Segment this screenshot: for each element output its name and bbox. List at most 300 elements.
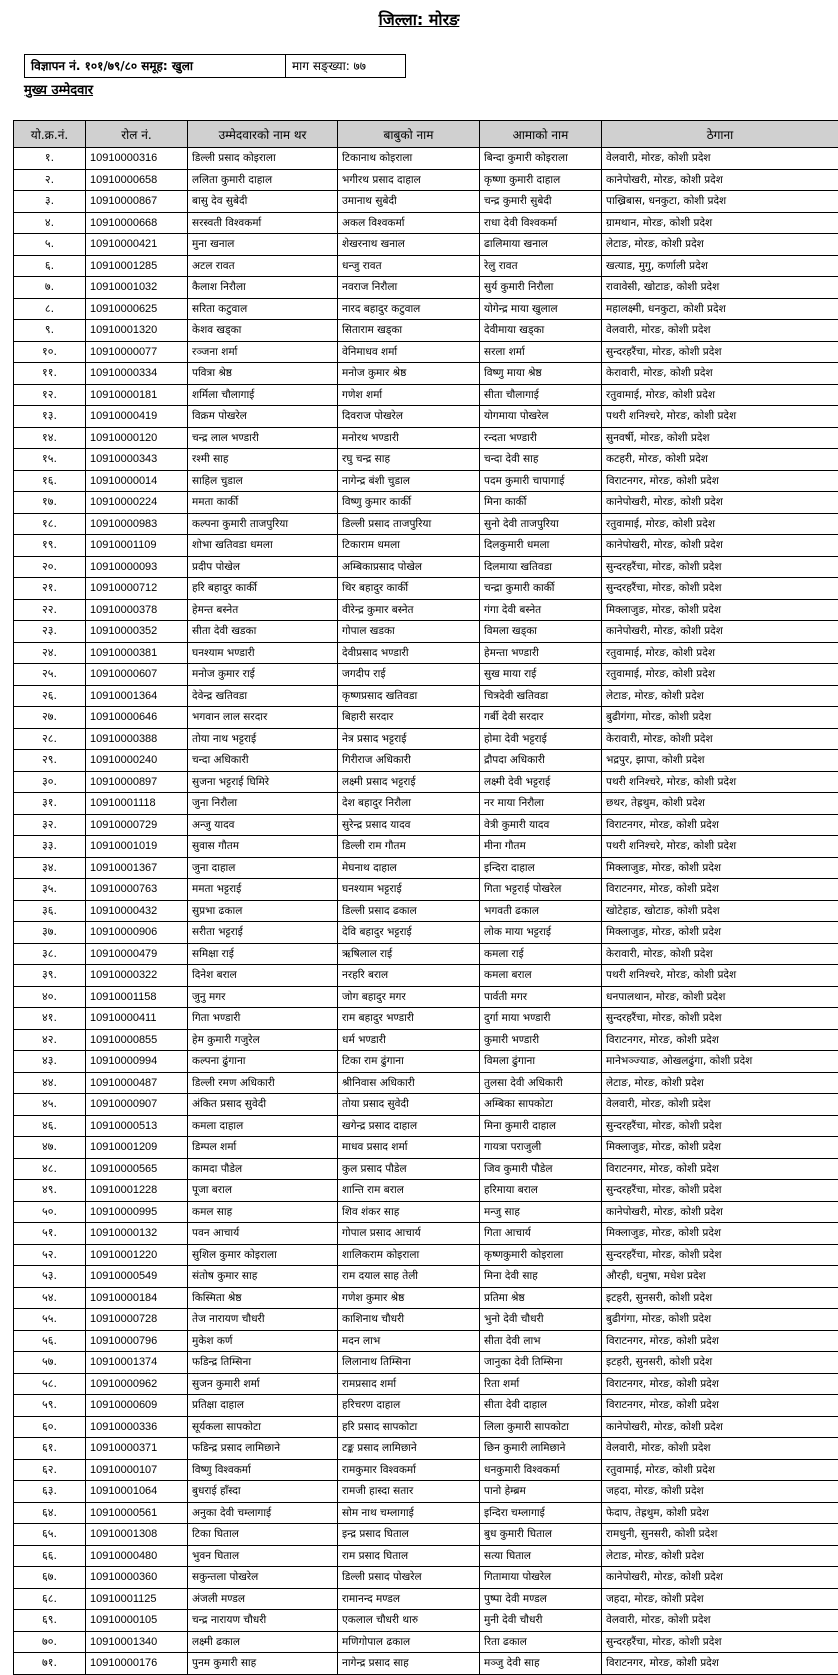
serial-cell: ५४.	[14, 1287, 86, 1309]
address-cell: रतुवामाई, मोरङ, कोशी प्रदेश	[602, 664, 838, 686]
roll-number-cell: 10910000565	[86, 1158, 188, 1180]
father-name-cell: उमानाथ सुबेदी	[338, 191, 480, 213]
father-name-cell: रामानन्द मण्डल	[338, 1588, 480, 1610]
address-cell: विराटनगर, मोरङ, कोशी प्रदेश	[602, 814, 838, 836]
table-body	[14, 148, 838, 1675]
father-name-cell: टिकाराम धमला	[338, 535, 480, 557]
serial-cell: २४.	[14, 642, 86, 664]
serial-cell: ३२.	[14, 814, 86, 836]
table-row	[14, 1653, 838, 1675]
table-row	[14, 836, 838, 858]
candidate-name-cell: दिनेश बराल	[188, 965, 338, 987]
candidate-name-cell: बासु देव सुबेदी	[188, 191, 338, 213]
address-cell: इटहरी, सुनसरी, कोशी प्रदेश	[602, 1287, 838, 1309]
roll-number-cell: 10910000658	[86, 169, 188, 191]
roll-number-cell: 10910000609	[86, 1395, 188, 1417]
serial-cell: ५५.	[14, 1309, 86, 1331]
candidate-name-cell: कमल साह	[188, 1201, 338, 1223]
mother-name-cell: विमला ढुंगाना	[480, 1051, 602, 1073]
mother-name-cell: धनकुमारी विश्वकर्मा	[480, 1459, 602, 1481]
table-row	[14, 1481, 838, 1503]
serial-cell: २३.	[14, 621, 86, 643]
address-cell: मिक्लाजुङ, मोरङ, कोशी प्रदेश	[602, 857, 838, 879]
table-row	[14, 1545, 838, 1567]
address-cell: कानेपोखरी, मोरङ, कोशी प्रदेश	[602, 169, 838, 191]
roll-number-cell: 10910000763	[86, 879, 188, 901]
mother-name-cell: योगेन्द्र माया खुलाल	[480, 298, 602, 320]
candidate-name-cell: समिक्षा राई	[188, 943, 338, 965]
roll-number-cell: 10910000181	[86, 384, 188, 406]
table-row	[14, 1244, 838, 1266]
candidate-name-cell: कमला दाहाल	[188, 1115, 338, 1137]
serial-cell: ५१.	[14, 1223, 86, 1245]
address-cell: पथरी शनिश्चरे, मोरङ, कोशी प्रदेश	[602, 836, 838, 858]
father-name-cell: एकलाल चौधरी थारु	[338, 1610, 480, 1632]
roll-number-cell: 10910000897	[86, 771, 188, 793]
address-cell: पथरी शनिश्चरे, मोरङ, कोशी प्रदेश	[602, 771, 838, 793]
father-name-cell: मदन लाभ	[338, 1330, 480, 1352]
mother-name-cell: गिता भट्टराई पोखरेल	[480, 879, 602, 901]
ad-number: विज्ञापन नं. १०१/७९/८० समूह: खुला	[25, 55, 286, 77]
serial-cell: ४९.	[14, 1180, 86, 1202]
serial-cell: १०.	[14, 341, 86, 363]
table-row	[14, 664, 838, 686]
father-name-cell: राम बहादुर भण्डारी	[338, 1008, 480, 1030]
mother-name-cell: हेमन्ता भण्डारी	[480, 642, 602, 664]
serial-cell: ४५.	[14, 1094, 86, 1116]
address-cell: रतुवामाई, मोरङ, कोशी प्रदेश	[602, 1459, 838, 1481]
roll-number-cell: 10910000432	[86, 900, 188, 922]
mother-name-cell: देवीमाया खड्का	[480, 320, 602, 342]
table-row	[14, 1416, 838, 1438]
address-cell: रतुवामाई, मोरङ, कोशी प्रदेश	[602, 513, 838, 535]
mother-name-cell: सुनो देवी ताजपुरिया	[480, 513, 602, 535]
mother-name-cell: रेलु रावत	[480, 255, 602, 277]
table-row	[14, 1115, 838, 1137]
table-row	[14, 578, 838, 600]
mother-name-cell: बुध कुमारी घिताल	[480, 1524, 602, 1546]
roll-number-cell: 10910001308	[86, 1524, 188, 1546]
father-name-cell: मणिगोपाल ढकाल	[338, 1631, 480, 1653]
serial-cell: ६९.	[14, 1610, 86, 1632]
mother-name-cell: कमला राई	[480, 943, 602, 965]
mother-name-cell: प्रतिमा श्रेष्ठ	[480, 1287, 602, 1309]
address-cell: जहदा, मोरङ, कोशी प्रदेश	[602, 1588, 838, 1610]
candidate-name-cell: पवन आचार्य	[188, 1223, 338, 1245]
address-cell: सुनवर्षी, मोरङ, कोशी प्रदेश	[602, 427, 838, 449]
father-name-cell: माधव प्रसाद शर्मा	[338, 1137, 480, 1159]
table-row	[14, 1266, 838, 1288]
candidate-name-cell: विक्रम पोखरेल	[188, 406, 338, 428]
candidate-name-cell: प्रतिक्षा दाहाल	[188, 1395, 338, 1417]
address-cell: लेटाङ, मोरङ, कोशी प्रदेश	[602, 685, 838, 707]
roll-number-cell: 10910001374	[86, 1352, 188, 1374]
address-cell: लेटाङ, मोरङ, कोशी प्रदेश	[602, 1545, 838, 1567]
table-row	[14, 535, 838, 557]
roll-number-cell: 10910001064	[86, 1481, 188, 1503]
serial-cell: २०.	[14, 556, 86, 578]
roll-number-cell: 10910000343	[86, 449, 188, 471]
mother-name-cell: योगमाया पोखरेल	[480, 406, 602, 428]
candidate-name-cell: अंकित प्रसाद सुवेदी	[188, 1094, 338, 1116]
table-row	[14, 556, 838, 578]
address-cell: रतुवामाई, मोरङ, कोशी प्रदेश	[602, 642, 838, 664]
table-row	[14, 750, 838, 772]
mother-name-cell: भगवती ढकाल	[480, 900, 602, 922]
table-row	[14, 1567, 838, 1589]
roll-number-cell: 10910000994	[86, 1051, 188, 1073]
table-row	[14, 212, 838, 234]
roll-number-cell: 10910000077	[86, 341, 188, 363]
candidate-name-cell: ममता कार्की	[188, 492, 338, 514]
table-row	[14, 621, 838, 643]
mother-name-cell: जिव कुमारी पौडेल	[480, 1158, 602, 1180]
father-name-cell: शेखरनाथ खनाल	[338, 234, 480, 256]
address-cell: विराटनगर, मोरङ, कोशी प्रदेश	[602, 1373, 838, 1395]
mother-name-cell: गिता आचार्य	[480, 1223, 602, 1245]
address-cell: वेलवारी, मोरङ, कोशी प्रदेश	[602, 1094, 838, 1116]
father-name-cell: धन्जु रावत	[338, 255, 480, 277]
serial-cell: ४०.	[14, 986, 86, 1008]
candidate-table	[13, 120, 838, 1675]
candidate-name-cell: तोया नाथ भट्टराई	[188, 728, 338, 750]
roll-number-cell: 10910000378	[86, 599, 188, 621]
table-row	[14, 1309, 838, 1331]
serial-cell: ५.	[14, 234, 86, 256]
father-name-cell: गोपाल प्रसाद आचार्य	[338, 1223, 480, 1245]
table-row	[14, 685, 838, 707]
mother-name-cell: पुष्पा देवी मण्डल	[480, 1588, 602, 1610]
column-header-roll: रोल नं.	[86, 121, 188, 148]
mother-name-cell: इन्दिरा दाहाल	[480, 857, 602, 879]
roll-number-cell: 10910000093	[86, 556, 188, 578]
father-name-cell: मेघनाथ दाहाल	[338, 857, 480, 879]
candidate-name-cell: ललिता कुमारी दाहाल	[188, 169, 338, 191]
serial-cell: ३७.	[14, 922, 86, 944]
mother-name-cell: सीता देवी दाहाल	[480, 1395, 602, 1417]
mother-name-cell: कमला बराल	[480, 965, 602, 987]
roll-number-cell: 10910001118	[86, 793, 188, 815]
serial-cell: ५३.	[14, 1266, 86, 1288]
father-name-cell: देश बहादुर निरौला	[338, 793, 480, 815]
serial-cell: ३३.	[14, 836, 86, 858]
candidate-name-cell: मुना खनाल	[188, 234, 338, 256]
table-row	[14, 1008, 838, 1030]
serial-cell: ३८.	[14, 943, 86, 965]
roll-number-cell: 10910000411	[86, 1008, 188, 1030]
candidate-name-cell: ममता भट्टराई	[188, 879, 338, 901]
serial-cell: ३४.	[14, 857, 86, 879]
address-cell: मानेभञ्ज्याङ, ओखलढुंगा, कोशी प्रदेश	[602, 1051, 838, 1073]
roll-number-cell: 10910000240	[86, 750, 188, 772]
mother-name-cell: इन्दिरा चम्लागाई	[480, 1502, 602, 1524]
father-name-cell: रामजी हास्दा सतार	[338, 1481, 480, 1503]
father-name-cell: काशिनाथ चौधरी	[338, 1309, 480, 1331]
table-row	[14, 191, 838, 213]
mother-name-cell: दिलमाया खतिवडा	[480, 556, 602, 578]
candidate-name-cell: सुशिल कुमार कोइराला	[188, 1244, 338, 1266]
mother-name-cell: लोक माया भट्टराई	[480, 922, 602, 944]
roll-number-cell: 10910000132	[86, 1223, 188, 1245]
address-cell: सुन्दरहरैंचा, मोरङ, कोशी प्रदेश	[602, 1631, 838, 1653]
table-row	[14, 1610, 838, 1632]
father-name-cell: अम्बिकाप्रसाद पोखेल	[338, 556, 480, 578]
mother-name-cell: लिला कुमारी सापकोटा	[480, 1416, 602, 1438]
serial-cell: १२.	[14, 384, 86, 406]
serial-cell: २१.	[14, 578, 86, 600]
table-row	[14, 771, 838, 793]
candidate-name-cell: टिका घिताल	[188, 1524, 338, 1546]
father-name-cell: धर्म भण्डारी	[338, 1029, 480, 1051]
mother-name-cell: हरिमाया बराल	[480, 1180, 602, 1202]
serial-cell: ६७.	[14, 1567, 86, 1589]
father-name-cell: सिताराम खड्का	[338, 320, 480, 342]
serial-cell: ४३.	[14, 1051, 86, 1073]
address-cell: सुन्दरहरैंचा, मोरङ, कोशी प्रदेश	[602, 341, 838, 363]
candidate-name-cell: लक्ष्मी ढकाल	[188, 1631, 338, 1653]
table-row	[14, 1287, 838, 1309]
demand-count: माग सङ्ख्या: ७७	[286, 55, 405, 77]
father-name-cell: डिल्ली प्रसाद ढकाल	[338, 900, 480, 922]
address-cell: जहदा, मोरङ, कोशी प्रदेश	[602, 1481, 838, 1503]
mother-name-cell: रिता शर्मा	[480, 1373, 602, 1395]
mother-name-cell: सरला शर्मा	[480, 341, 602, 363]
address-cell: कानेपोखरी, मोरङ, कोशी प्रदेश	[602, 621, 838, 643]
candidate-name-cell: चन्द्र लाल भण्डारी	[188, 427, 338, 449]
mother-name-cell: दुर्गा माया भण्डारी	[480, 1008, 602, 1030]
address-cell: फेदाप, तेह्रथुम, कोशी प्रदेश	[602, 1502, 838, 1524]
table-row	[14, 1373, 838, 1395]
mother-name-cell: सीता चौलागाई	[480, 384, 602, 406]
father-name-cell: विष्णु कुमार कार्की	[338, 492, 480, 514]
father-name-cell: ऋषिलाल राई	[338, 943, 480, 965]
candidate-name-cell: अनुका देवी चम्लागाई	[188, 1502, 338, 1524]
roll-number-cell: 10910000712	[86, 578, 188, 600]
mother-name-cell: मिना कुमारी दाहाल	[480, 1115, 602, 1137]
roll-number-cell: 10910001125	[86, 1588, 188, 1610]
candidate-name-cell: फडिन्द्र प्रसाद लामिछाने	[188, 1438, 338, 1460]
father-name-cell: नागेन्द्र बंशी चुडाल	[338, 470, 480, 492]
father-name-cell: मनोरथ भण्डारी	[338, 427, 480, 449]
serial-cell: १६.	[14, 470, 86, 492]
roll-number-cell: 10910000014	[86, 470, 188, 492]
father-name-cell: वीरेन्द्र कुमार बस्नेत	[338, 599, 480, 621]
serial-cell: १८.	[14, 513, 86, 535]
serial-cell: ७.	[14, 277, 86, 299]
serial-cell: ४२.	[14, 1029, 86, 1051]
table-row	[14, 943, 838, 965]
table-row	[14, 1459, 838, 1481]
serial-cell: १३.	[14, 406, 86, 428]
mother-name-cell: पदम कुमारी चापागाई	[480, 470, 602, 492]
serial-cell: ६१.	[14, 1438, 86, 1460]
table-row	[14, 599, 838, 621]
table-row	[14, 1201, 838, 1223]
table-row	[14, 1137, 838, 1159]
serial-cell: १५.	[14, 449, 86, 471]
candidate-name-cell: साहिल चुडाल	[188, 470, 338, 492]
candidate-name-cell: विष्णु विश्वकर्मा	[188, 1459, 338, 1481]
address-cell: विराटनगर, मोरङ, कोशी प्रदेश	[602, 1653, 838, 1675]
address-cell: पथरी शनिश्चरे, मोरङ, कोशी प्रदेश	[602, 965, 838, 987]
roll-number-cell: 10910001220	[86, 1244, 188, 1266]
serial-cell: ६२.	[14, 1459, 86, 1481]
page-title: जिल्ला: मोरङ	[0, 8, 838, 30]
father-name-cell: इन्द्र प्रसाद घिताल	[338, 1524, 480, 1546]
address-cell: विराटनगर, मोरङ, कोशी प्रदेश	[602, 1158, 838, 1180]
table-row	[14, 320, 838, 342]
roll-number-cell: 10910000729	[86, 814, 188, 836]
roll-number-cell: 10910000381	[86, 642, 188, 664]
father-name-cell: श्रीनिवास अधिकारी	[338, 1072, 480, 1094]
candidate-name-cell: सुजना भट्टराई घिमिरे	[188, 771, 338, 793]
roll-number-cell: 10910001158	[86, 986, 188, 1008]
table-row	[14, 1588, 838, 1610]
mother-name-cell: मिना कार्की	[480, 492, 602, 514]
father-name-cell: नागेन्द्र प्रसाद साह	[338, 1653, 480, 1675]
address-cell: लेटाङ, मोरङ, कोशी प्रदेश	[602, 234, 838, 256]
father-name-cell: रघु चन्द्र साह	[338, 449, 480, 471]
table-row	[14, 1094, 838, 1116]
roll-number-cell: 10910000625	[86, 298, 188, 320]
candidate-name-cell: घनश्याम भण्डारी	[188, 642, 338, 664]
father-name-cell: डिल्ली प्रसाद पोखरेल	[338, 1567, 480, 1589]
candidate-name-cell: जुना निरौला	[188, 793, 338, 815]
address-cell: पाख्रिबास, धनकुटा, कोशी प्रदेश	[602, 191, 838, 213]
address-cell: रावावेसी, खोटाङ, कोशी प्रदेश	[602, 277, 838, 299]
serial-cell: ३५.	[14, 879, 86, 901]
candidate-name-cell: शोभा खतिवडा धमला	[188, 535, 338, 557]
candidate-name-cell: चन्दा अधिकारी	[188, 750, 338, 772]
table-row	[14, 965, 838, 987]
table-row	[14, 793, 838, 815]
father-name-cell: सोम नाथ चम्लागाई	[338, 1502, 480, 1524]
father-name-cell: भगीरथ प्रसाद दाहाल	[338, 169, 480, 191]
roll-number-cell: 10910001209	[86, 1137, 188, 1159]
roll-number-cell: 10910000487	[86, 1072, 188, 1094]
address-cell: मिक्लाजुङ, मोरङ, कोशी प्रदेश	[602, 922, 838, 944]
serial-cell: ७०.	[14, 1631, 86, 1653]
mother-name-cell: मीना गौतम	[480, 836, 602, 858]
roll-number-cell: 10910000728	[86, 1309, 188, 1331]
candidate-name-cell: संतोष कुमार साह	[188, 1266, 338, 1288]
table-row	[14, 363, 838, 385]
roll-number-cell: 10910001364	[86, 685, 188, 707]
table-row	[14, 814, 838, 836]
roll-number-cell: 10910000855	[86, 1029, 188, 1051]
serial-cell: २८.	[14, 728, 86, 750]
serial-cell: ४७.	[14, 1137, 86, 1159]
mother-name-cell: पानो हेम्ब्रम	[480, 1481, 602, 1503]
serial-cell: ६०.	[14, 1416, 86, 1438]
roll-number-cell: 10910000360	[86, 1567, 188, 1589]
serial-cell: ५८.	[14, 1373, 86, 1395]
address-cell: कानेपोखरी, मोरङ, कोशी प्रदेश	[602, 492, 838, 514]
father-name-cell: नेत्र प्रसाद भट्टराई	[338, 728, 480, 750]
mother-name-cell: लक्ष्मी देवी भट्टराई	[480, 771, 602, 793]
candidate-name-cell: तेज नारायण चौधरी	[188, 1309, 338, 1331]
address-cell: खोटेहाङ, खोटाङ, कोशी प्रदेश	[602, 900, 838, 922]
candidate-name-cell: कल्पना कुमारी ताजपुरिया	[188, 513, 338, 535]
father-name-cell: थिर बहादुर कार्की	[338, 578, 480, 600]
serial-cell: ५०.	[14, 1201, 86, 1223]
father-name-cell: गोपाल खडका	[338, 621, 480, 643]
father-name-cell: कुल प्रसाद पौडेल	[338, 1158, 480, 1180]
candidate-name-cell: बुधराई हाँस्दा	[188, 1481, 338, 1503]
father-name-cell: गिरीराज अधिकारी	[338, 750, 480, 772]
mother-name-cell: सत्या घिताल	[480, 1545, 602, 1567]
address-cell: बुढीगंगा, मोरङ, कोशी प्रदेश	[602, 707, 838, 729]
candidate-name-cell: पुनम कुमारी साह	[188, 1653, 338, 1675]
candidate-name-cell: कामदा पौडेल	[188, 1158, 338, 1180]
table-row	[14, 1502, 838, 1524]
roll-number-cell: 10910000907	[86, 1094, 188, 1116]
father-name-cell: बिहारी सरदार	[338, 707, 480, 729]
father-name-cell: देवीप्रसाद भण्डारी	[338, 642, 480, 664]
candidate-name-cell: चन्द्र नारायण चौधरी	[188, 1610, 338, 1632]
table-row	[14, 298, 838, 320]
roll-number-cell: 10910000120	[86, 427, 188, 449]
candidate-name-cell: कैलाश निरौला	[188, 277, 338, 299]
father-name-cell: घनश्याम भट्टराई	[338, 879, 480, 901]
father-name-cell: नारद बहादुर कटुवाल	[338, 298, 480, 320]
roll-number-cell: 10910000352	[86, 621, 188, 643]
roll-number-cell: 10910000105	[86, 1610, 188, 1632]
table-row	[14, 234, 838, 256]
serial-cell: ६५.	[14, 1524, 86, 1546]
address-cell: सुन्दरहरैंचा, मोरङ, कोशी प्रदेश	[602, 578, 838, 600]
father-name-cell: रामकुमार विश्वकर्मा	[338, 1459, 480, 1481]
serial-cell: १९.	[14, 535, 86, 557]
candidate-name-cell: हेमन्त बस्नेत	[188, 599, 338, 621]
table-row	[14, 1330, 838, 1352]
address-cell: छथर, तेह्रथुम, कोशी प्रदेश	[602, 793, 838, 815]
column-header-father: बाबुको नाम	[338, 121, 480, 148]
candidate-name-cell: हरि बहादुर कार्की	[188, 578, 338, 600]
address-cell: विराटनगर, मोरङ, कोशी प्रदेश	[602, 1395, 838, 1417]
roll-number-cell: 10910000421	[86, 234, 188, 256]
serial-cell: १४.	[14, 427, 86, 449]
serial-cell: ४.	[14, 212, 86, 234]
roll-number-cell: 10910000668	[86, 212, 188, 234]
roll-number-cell: 10910000867	[86, 191, 188, 213]
serial-cell: ६.	[14, 255, 86, 277]
candidate-name-cell: सुप्रभा ढकाल	[188, 900, 338, 922]
subheading: मुख्य उम्मेदवार	[24, 80, 93, 98]
roll-number-cell: 10910001019	[86, 836, 188, 858]
father-name-cell: देवि बहादुर भट्टराई	[338, 922, 480, 944]
roll-number-cell: 10910000983	[86, 513, 188, 535]
address-cell: मिक्लाजुङ, मोरङ, कोशी प्रदेश	[602, 1223, 838, 1245]
mother-name-cell: वेत्री कुमारी यादव	[480, 814, 602, 836]
father-name-cell: खगेन्द्र प्रसाद दाहाल	[338, 1115, 480, 1137]
table-row	[14, 341, 838, 363]
roll-number-cell: 10910000184	[86, 1287, 188, 1309]
serial-cell: ५९.	[14, 1395, 86, 1417]
address-cell: वेलवारी, मोरङ, कोशी प्रदेश	[602, 148, 838, 170]
mother-name-cell: पार्वती मगर	[480, 986, 602, 1008]
serial-cell: ३०.	[14, 771, 86, 793]
father-name-cell: राम प्रसाद घिताल	[338, 1545, 480, 1567]
serial-cell: २२.	[14, 599, 86, 621]
table-row	[14, 255, 838, 277]
mother-name-cell: तुलसा देवी अधिकारी	[480, 1072, 602, 1094]
serial-cell: ५२.	[14, 1244, 86, 1266]
serial-cell: ४८.	[14, 1158, 86, 1180]
candidate-name-cell: डिम्पल शर्मा	[188, 1137, 338, 1159]
address-cell: मिक्लाजुङ, मोरङ, कोशी प्रदेश	[602, 1137, 838, 1159]
address-cell: केरावारी, मोरङ, कोशी प्रदेश	[602, 728, 838, 750]
